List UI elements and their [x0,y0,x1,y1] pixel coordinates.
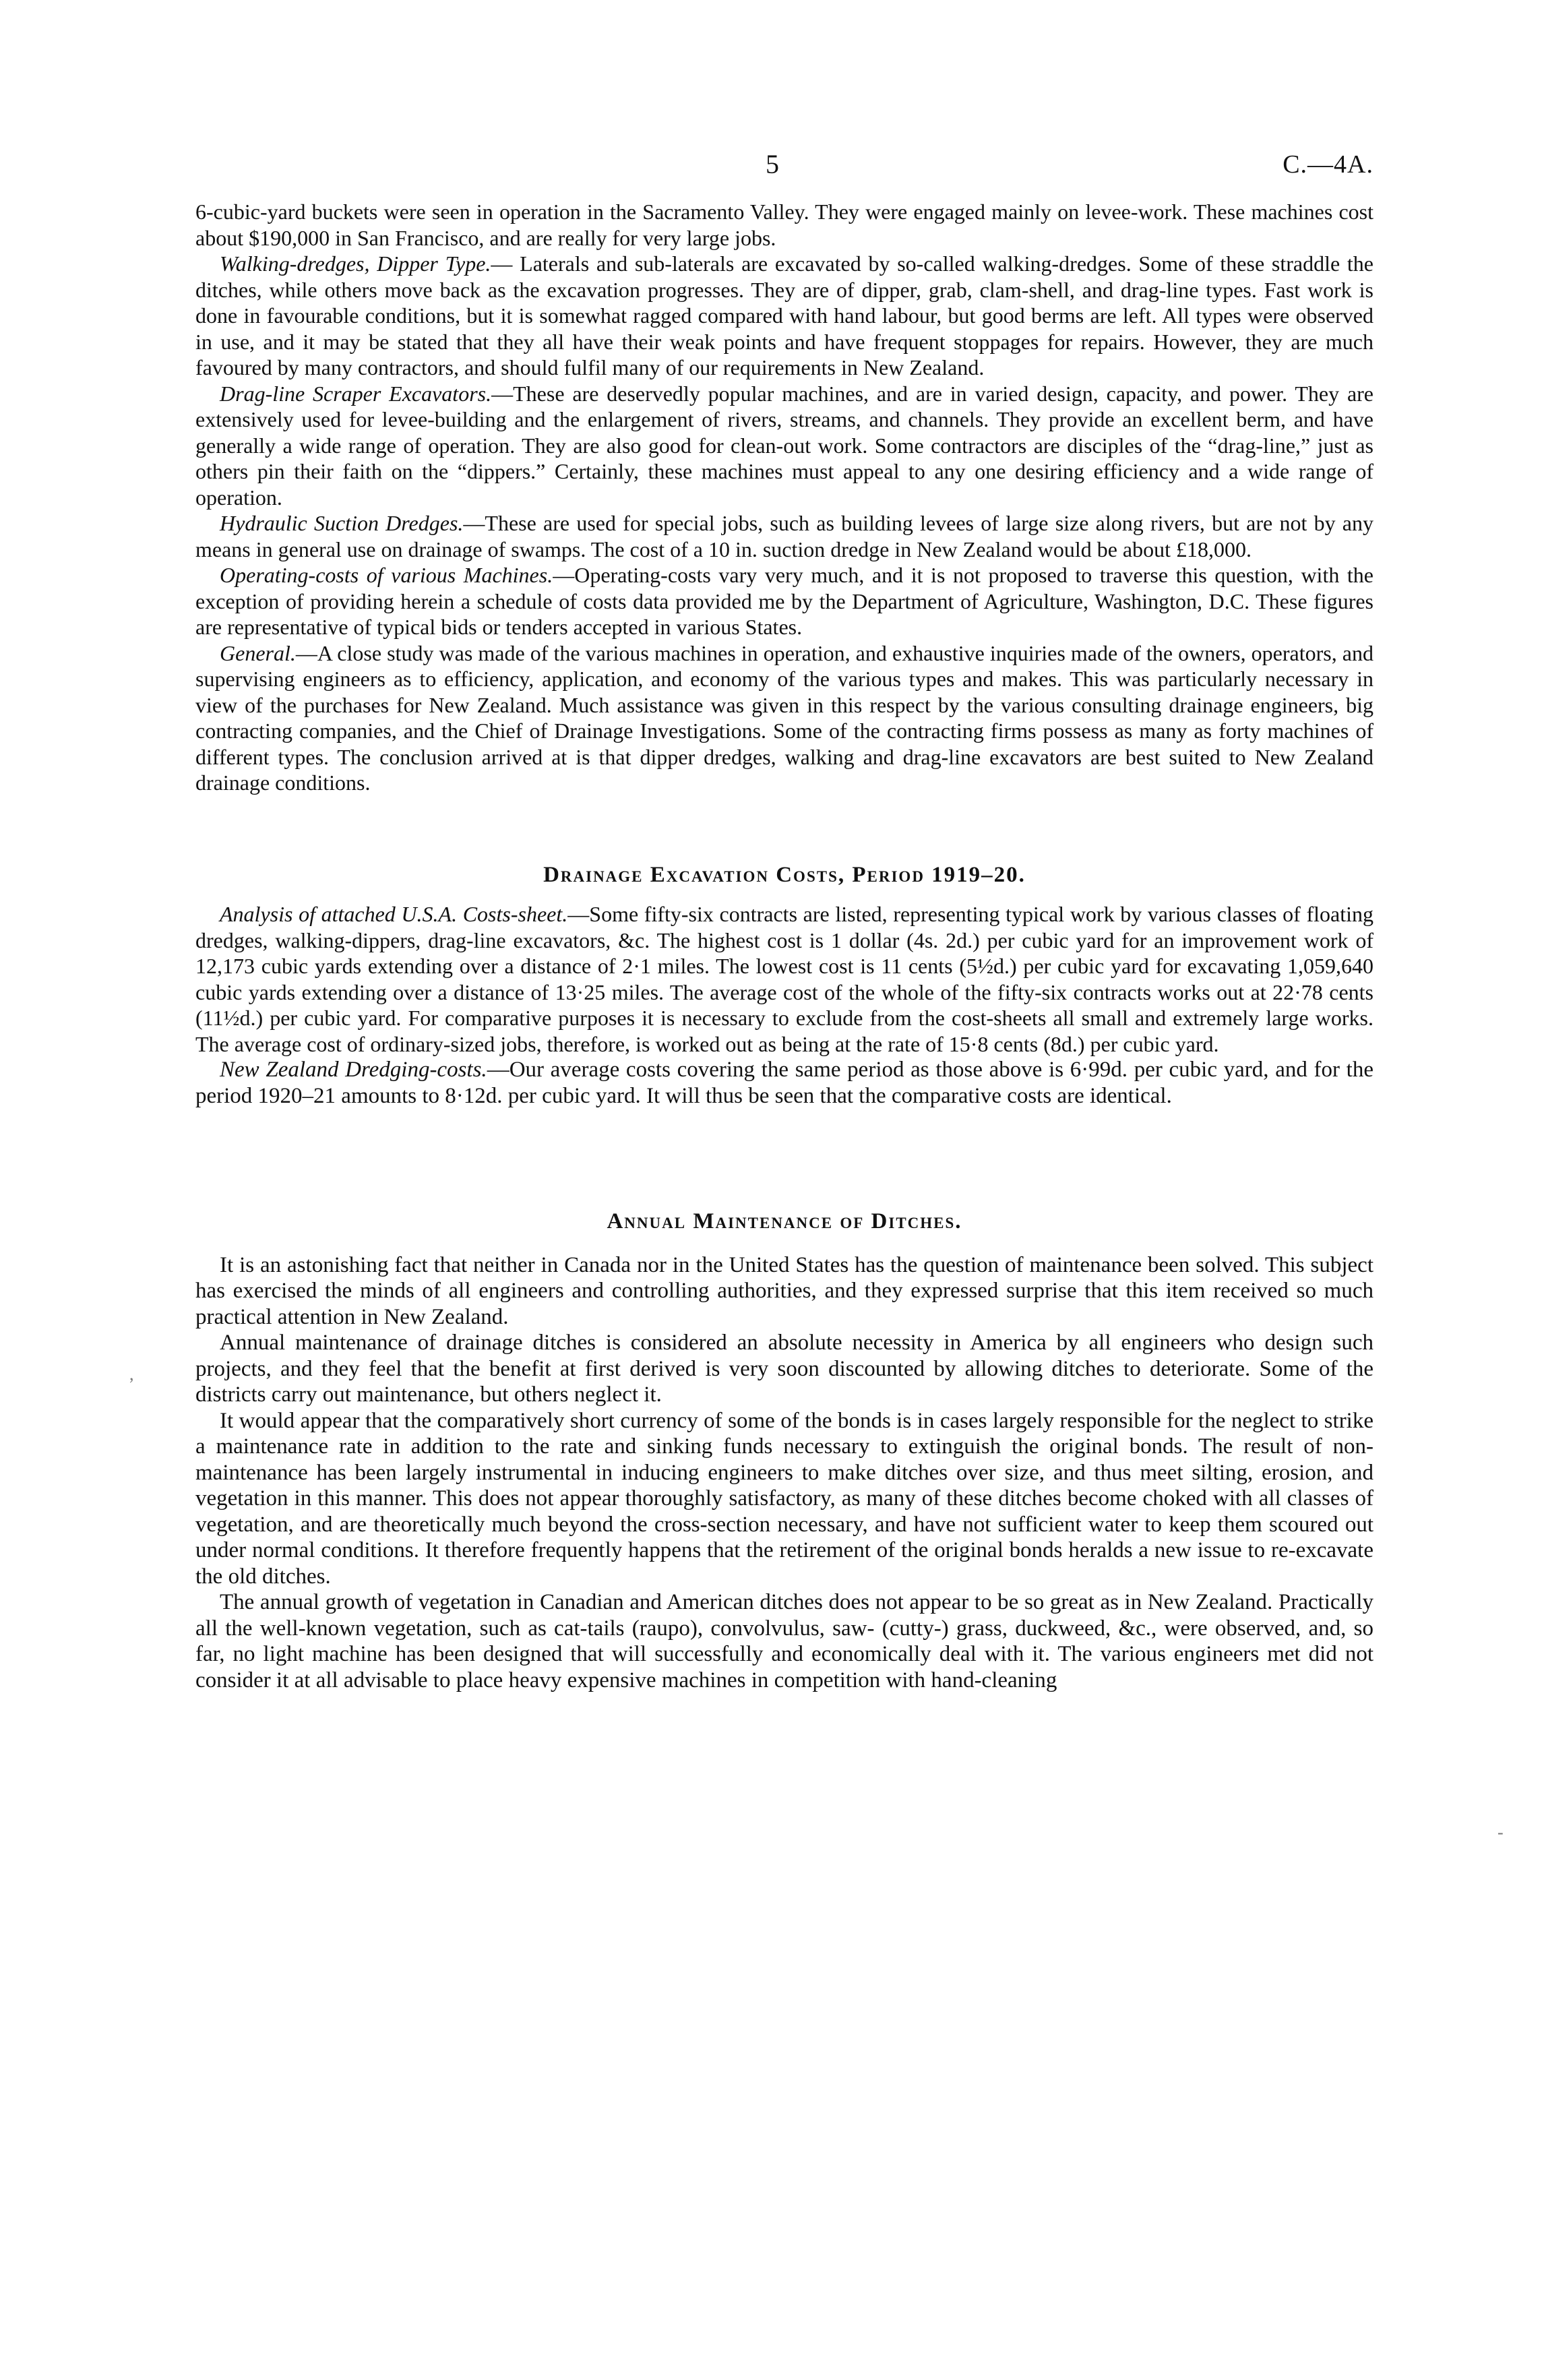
paragraph-text: —Operating-costs vary very much, and it is not proposed to traverse this question, with the exception of providing herein a schedule of costs data provided me by the Department of Agriculture, Washington, D.C. These figures are representative of typical bids or tenders accepted in various States. [195,563,1374,639]
paragraph-text: —A close study was made of the various machines in operation, and exhaustive inquiries made of the owners, operators, and supervising engineers as to efficiency, application, and economy of the various types and makes. This was particularly necessary in view of the purchases for New Zealand. Much assistance was given in this respect by the various consulting drainage engineers, big contracting companies, and the Chief of Drainage Investigations. Some of the contracting firms possess as many as forty machines of different types. The conclusion arrived at is that dipper dredges, walking and drag-line excavators are best suited to New Zealand drainage conditions. [195,640,1373,795]
intro-paragraph: 6-cubic-yard buckets were seen in operation in the Sacramento Valley. They were engaged mainly on levee-work. These machines cost about $190,000 in San Francisco, and are really for very large jobs. [195,200,1373,250]
paragraph-text: —Our average costs covering the same period as those above is 6·99d. per cubic yard, and for the period 1920–21 amounts to 8·12d. per cubic yard. It will thus be seen that the comparative costs are identical. [195,1058,1373,1108]
paragraph-maintenance: Annual maintenance of drainage ditches is considered an absolute necessity in America by all engineers who design such projects, and they feel that the benefit at first derived is very soon discounted by allowing ditches to deteriorate. Some of the districts carry out maintenance, but others neglect it. [195,1331,1373,1407]
paragraph-maintenance: It would appear that the comparatively short currency of some of the bonds is in cases largely responsible for the neglect to strike a maintenance rate in addition to the rate and sinking funds necessary to extinguish the original bonds. The result of non-maintenance has been largely instrumental in inducing engineers to make ditches over size, and thus meet silting, erosion, and vegetation in this manner. This does not appear thoroughly satisfactory, as many of these ditches become choked with all classes of vegetation, and are theoretically much beyond the cross-section necessary, and have not sufficient water to keep them scoured out under normal conditions. It therefore frequently happens that the retirement of the original bonds heralds a new issue to re-excavate the old ditches. [195,1408,1373,1589]
stray-mark: , [129,1364,134,1384]
paragraph-costs-analysis [195,901,1373,1057]
paragraph-lead: Analysis of attached U.S.A. Costs-sheet. [220,902,568,926]
paragraph-hydraulic-suction [195,510,1373,562]
stray-mark: - [1497,1823,1504,1842]
paragraph-text: —These are used for special jobs, such as building levees of large size along rivers, but are not by any means in general use on drainage of swamps. The cost of a 10 in. suction dredge in New Zealand would be about £18,000. [195,511,1374,561]
document-reference: C.—4A. [1283,150,1373,179]
paragraph-lead: Operating-costs of various Machines. [220,563,553,587]
page-header [195,149,1373,199]
paragraph-lead: Walking-dredges, Dipper Type. [220,251,491,276]
paragraph-maintenance: It is an astonishing fact that neither in Canada nor in the United States has the question of maintenance been solved. This subject has exercised the minds of all engineers and controlling authorities, and they expressed surprise that this item received so much practical attention in New Zealand. [195,1252,1373,1329]
section-heading-costs: Drainage Excavation Costs, Period 1919–20. [543,862,1026,887]
paragraph-drag-line [195,381,1373,511]
paragraph-nz-costs [195,1057,1373,1109]
paragraph-walking-dredges [195,251,1373,381]
paragraph-lead: Hydraulic Suction Dredges. [220,511,464,535]
paragraph-lead: General. [220,640,296,665]
paragraph-lead: New Zealand Dredging-costs. [220,1058,487,1082]
section-heading-maintenance: Annual Maintenance of Ditches. [607,1209,962,1233]
paragraph-text: —Some fifty-six contracts are listed, representing typical work by various classes of floating dredges, walking-dippers, drag-line excavators, &c. The highest cost is 1 dollar (4s. 2d.) per cubic yard for an improvement work of 12,173 cubic yards extending over a distance of 2·1 miles. The lowest cost is 11 cents (5½d.) per cubic yard for excavating 1,059,640 cubic yards extending over a distance of 13·25 miles. The average cost of the whole of the fifty-six contracts works out at 22·78 cents (11½d.) per cubic yard. For comparative purposes it is necessary to exclude from the cost-sheets all small and extremely large works. The average cost of ordinary-sized jobs, therefore, is worked out as being at the rate of 15·8 cents (8d.) per cubic yard. [195,902,1374,1056]
paragraph-operating-costs [195,562,1373,640]
paragraph-lead: Drag-line Scraper Excavators. [220,381,492,406]
page-number: 5 [766,149,779,179]
paragraph-maintenance: The annual growth of vegetation in Canadian and American ditches does not appear to be so great as in New Zealand. Practically all the well-known vegetation, such as cat-tails (raupo), convolvulus, saw- (cutty-) grass, duckweed, &c., were observed, and, so far, no light machine has been designed that will successfully and economically deal with it. The various engineers met did not consider it at all advisable to place heavy expensive machines in competition with hand-cleaning [195,1590,1373,1692]
paragraph-general [195,640,1373,796]
paragraph-text: — Laterals and sub-laterals are excavated by so-called walking-dredges. Some of these straddle the ditches, while others move back as the excavation progresses. They are of dipper, grab, clam-shell, and drag-line types. Fast work is done in favourable conditions, but it is somewhat ragged compared with hand labour, but good berms are left. All types were observed in use, and it may be stated that they all have their weak points and have frequent stoppages for repairs. However, they are much favoured by many contractors, and should fulfil many of our requirements in New Zealand. [195,251,1374,379]
paragraph-text: —These are deservedly popular machines, and are in varied design, capacity, and power. They are extensively used for levee-building and the enlargement of rivers, streams, and channels. They provide an excellent berm, and have generally a wide range of operation. They are also good for clean-out work. Some contractors are disciples of the “drag-line,” just as others pin their faith on the “dippers.” Certainly, these machines must appeal to any one desiring efficiency and a wide range of operation. [195,381,1374,510]
